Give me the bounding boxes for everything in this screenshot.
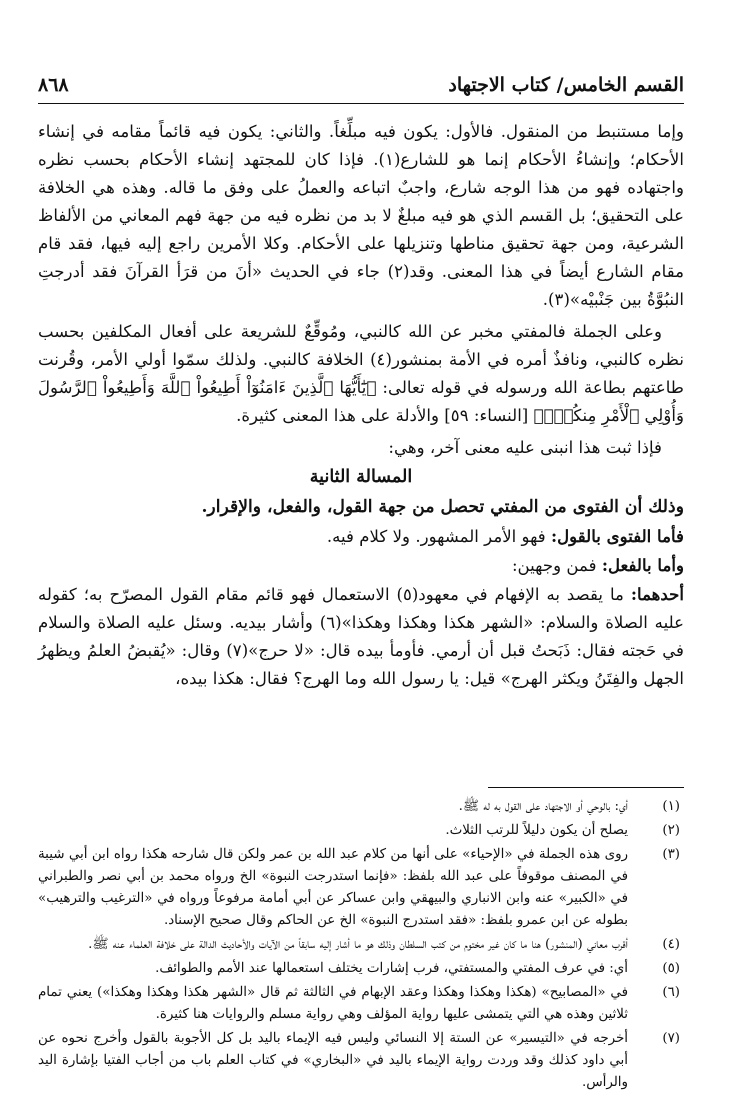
- footnote-text: في «المصابيح» (هكذا وهكذا وهكذا وعقد الإبهام في الثالثة ثم قال «الشهر هكذا وهكذا وهكذا») يعني تمام ثلاثين وهذه هي التي يتمشى عليها رواية المؤلف وهي رواية مسلم والروايات هنا كثيرة.: [38, 985, 628, 1022]
- paragraph-3: فإذا ثبت هذا انبنى عليه معنى آخر، وهي:: [388, 438, 662, 457]
- fatwa-by-action-text: فمن وجهين:: [511, 556, 597, 575]
- footnote-number: (٤): [662, 937, 680, 952]
- footnote-number: (٦): [662, 985, 680, 1000]
- chapter-title: القسم الخامس/ كتاب الاجتهاد: [448, 74, 684, 96]
- footnote: [38, 796, 684, 818]
- fatwa-by-speech: [38, 522, 684, 551]
- footnote: [38, 934, 684, 956]
- footnote-text: يصلح أن يكون دليلاً للرتب الثلاث.: [445, 823, 628, 838]
- section-statement: وذلك أن الفتوى من المفتي تحصل من جهة القول، والفعل، والإقرار.: [201, 497, 684, 517]
- footnote: [38, 844, 684, 932]
- header-divider: [38, 103, 684, 104]
- fatwa-by-speech-text: فهو الأمر المشهور. ولا كلام فيه.: [326, 527, 546, 546]
- first-aspect-text: ما يقصد به الإفهام في معهود(٥) الاستعمال فهو قائم مقام القول المصرّح به؛ كقوله عليه الصلاة والسلام: «الشهر هكذا وهكذا وهكذا»(٦) وأشار بيديه. وسئل عليه الصلاة والسلام في حَجته فقال: ذَبَحتُ قبل أن أرمي. فأومأ بيده قال: «لا حرج»(٧) وقال: «يُقبضُ العلمُ ويظهرُ الجهل والفِتَنُ ويكثر الهرج» قيل: يا رسول الله وما الهرج؟ فقال: هكذا بيده،: [38, 585, 684, 688]
- footnote-text: أي: في عرف المفتي والمستفتي، فرب إشارات يختلف استعمالها عند الأمم والطوائف.: [155, 961, 628, 976]
- section-heading: المسالة الثانية: [309, 467, 413, 487]
- book-page: [38, 72, 685, 1090]
- first-aspect: [38, 580, 684, 693]
- footnote-text: أقرب معاني (المنشور) هنا ما كان غير مختوم من كتب السلطان وذلك هو ما أشار إليه سابقاً من الآيات والأحاديث الدالة على خلافة العلماء عنه ﷺ.: [88, 937, 628, 952]
- footnote-number: (١): [662, 799, 680, 814]
- footnote: [38, 1028, 684, 1094]
- footnote: [38, 982, 684, 1026]
- fatwa-by-action-label: وأما بالفعل:: [601, 555, 684, 575]
- footnotes: [38, 796, 684, 1096]
- footnote-number: (٣): [662, 847, 680, 862]
- paragraph-2: وعلى الجملة فالمفتي مخبر عن الله كالنبي، ومُوقِّعٌ للشريعة على أفعال المكلفين بحسب نظره كالنبي، ونافذٌ أمره في الأمة بمنشور(٤) الخلافة كالنبي. ولذلك سمّوا أولي الأمر، وقُرنت طاعتهم بطاعة الله ورسوله في قوله تعالى: ﴿يَٰٓأَيُّهَا ٱلَّذِينَ ءَامَنُوٓاْ أَطِيعُواْ ٱللَّهَ وَأَطِيعُواْ ٱلرَّسُولَ وَأُوْلِي ٱلْأَمْرِ مِنكُمْۖ﴾ [النساء: ٥٩] والأدلة على هذا المعنى كثيرة.: [38, 322, 684, 425]
- footnote-number: (٥): [662, 961, 680, 976]
- paragraph-1: وإما مستنبط من المنقول. فالأول: يكون فيه مبلِّغاً. والثاني: يكون فيه قائماً مقامه في إنشاء الأحكام؛ وإنشاءُ الأحكام إنما هو للشارع(١). فإذا كان للمجتهد إنشاء الأحكام بحسب نظره واجتهاده فهو من هذا الوجه شارع، واجبٌ اتباعه والعملُ على وفق ما قاله. وهذه هي الخلافة على التحقيق؛ بل القسم الذي هو فيه مبلغٌ لا بد من نظره فيه من جهة فهم المعاني من الألفاظ الشرعية، ومن جهة تحقيق مناطها وتنزيلها على الأحكام. وكلا الأمرين راجع إليه فيها، فقد قام مقام الشارع أيضاً في هذا المعنى. وقد(٢) جاء في الحديث «أنَ من قرَأ القرآنَ فقد أدرجتِ النبُوَّةُ بين جَنْبيْه»(٣).: [38, 122, 685, 309]
- first-aspect-label: أحدهما:: [630, 584, 684, 604]
- footnote: [38, 820, 684, 842]
- footnote-text: روى هذه الجملة في «الإحياء» على أنها من كلام عبد الله بن عمر ولكن قال شارحه هكذا رواه ابن أبي شيبة في المصنف موقوفاً على عبد الله بلفظ: «فإنما استدرجت النبوة» الخ ورواه محمد بن أبي نصر والطبراني في «الكبير» عنه وابن الانباري والبيهقي وابن عساكر عن أبي أمامة مرفوعاً ورواه في «الترغيب والترهيب» بطوله عن ابن عمرو بلفظ: «فقد استدرج النبوة» الخ عن الحاكم وقال صحيح الإسناد.: [38, 847, 628, 928]
- main-text: [38, 118, 684, 693]
- footnote-number: (٧): [662, 1031, 680, 1046]
- footnote-divider: [488, 787, 684, 788]
- footnote-text: أي: بالوحي أو الاجتهاد على القول به له ﷺ.: [458, 799, 628, 814]
- page-number: ٨٦٨: [38, 74, 69, 96]
- fatwa-by-action: [38, 551, 684, 580]
- footnote-text: أخرجه في «التيسير» عن الستة إلا النسائي وليس فيه الإيماء باليد بل كل الأجوبة بالقول وأخرج نحوه عن أبي داود كذلك وقد وردت رواية الإيماء باليد في «البخاري» في كتاب العلم باب من أجاب الفتيا بإشارة اليد والرأس.: [38, 1031, 628, 1090]
- footnote: [38, 958, 684, 980]
- fatwa-by-speech-label: فأما الفتوى بالقول:: [551, 526, 684, 546]
- running-header: [38, 72, 684, 102]
- footnote-number: (٢): [662, 823, 680, 838]
